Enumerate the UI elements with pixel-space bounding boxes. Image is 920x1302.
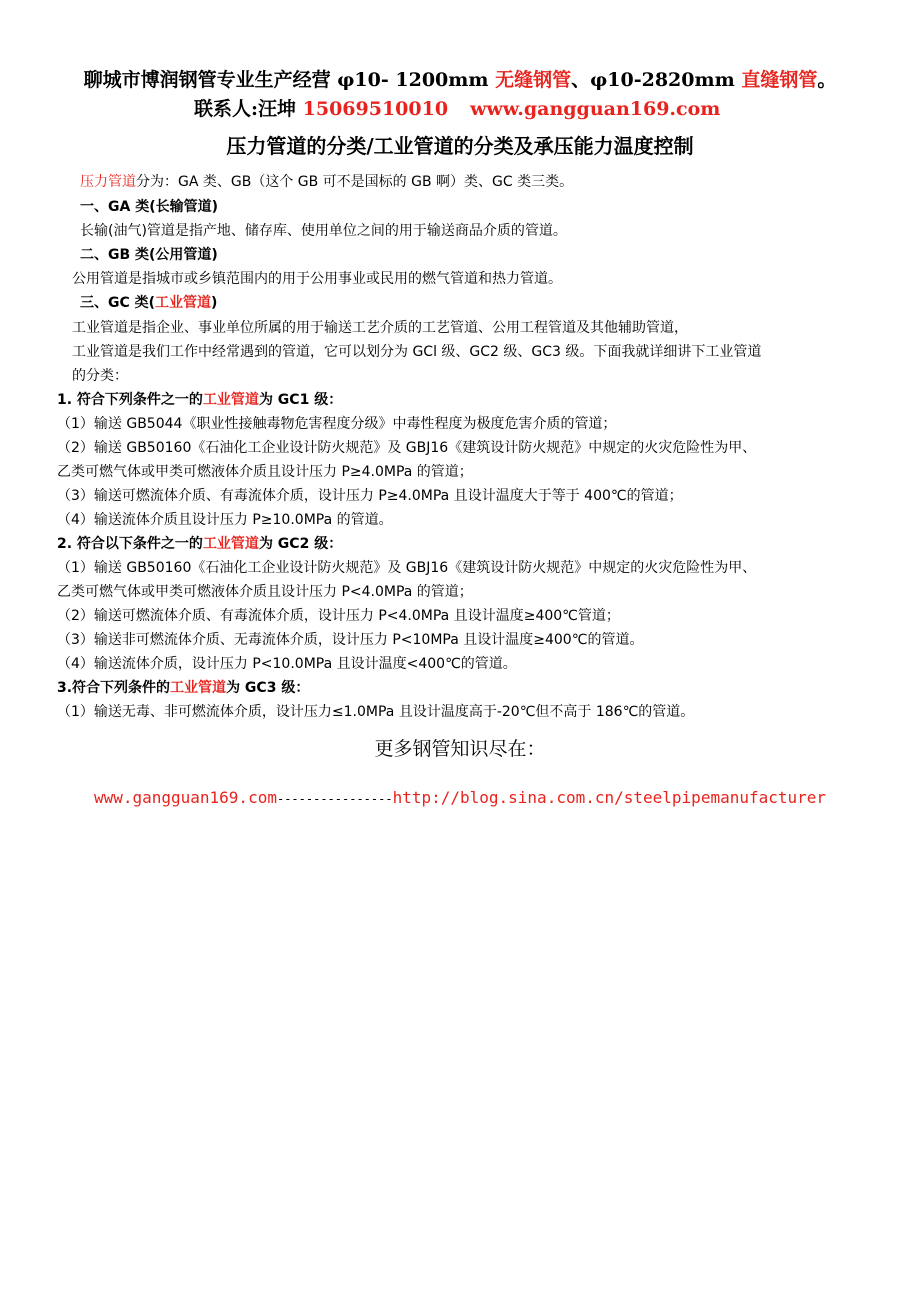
gc3-heading xyxy=(57,678,309,698)
ga-text: 长输(油气)管道是指产地、储存库、使用单位之间的用于输送商品介质的管道。 xyxy=(80,223,567,239)
gc1-item: 乙类可燃气体或甲类可燃液体介质且设计压力 P≥4.0MPa 的管道； xyxy=(57,464,473,480)
ga-heading: 一、GA 类(长输管道) xyxy=(80,199,218,215)
gc1-item: （2）输送 GB50160《石油化工企业设计防火规范》及 GBJ16《建筑设计防火规范》中规定的火灾危险性为甲、 xyxy=(57,440,757,456)
gc2-item: （1）输送 GB50160《石油化工企业设计防火规范》及 GBJ16《建筑设计防火规范》中规定的火灾危险性为甲、 xyxy=(57,560,757,576)
gc2-item: 乙类可燃气体或甲类可燃液体介质且设计压力 P<4.0MPa 的管道； xyxy=(57,584,473,600)
website-link[interactable]: www.gangguan169.com xyxy=(93,788,277,807)
gc3-heading-text: 3.符合下列条件的 xyxy=(57,680,171,696)
separator-dashes: ---------------- xyxy=(276,792,393,806)
gc1-heading-text: 为 GC1 级： xyxy=(258,392,343,408)
gc2-item: （2）输送可燃流体介质、有毒流体介质，设计压力 P<4.0MPa 且设计温度≥400℃管道； xyxy=(57,608,620,624)
gc1-heading-text: 1. 符合下列条件之一的 xyxy=(57,392,203,408)
more-knowledge-text: 更多钢管知识尽在： xyxy=(374,738,546,760)
seamless-pipe-link[interactable]: 无缝钢管 xyxy=(495,69,572,91)
gc2-heading-text: 为 GC2 级： xyxy=(258,536,343,552)
gc2-item: （3）输送非可燃流体介质、无毒流体介质，设计压力 P<10MPa 且设计温度≥400℃的管道。 xyxy=(57,632,644,648)
footer-links xyxy=(0,787,920,810)
gc1-item: （4）输送流体介质且设计压力 P≥10.0MPa 的管道。 xyxy=(57,512,393,528)
gc1-heading xyxy=(57,390,342,410)
gc1-item: （1）输送 GB5044《职业性接触毒物危害程度分级》中毒性程度为极度危害介质的管道； xyxy=(57,416,617,432)
page-title: 压力管道的分类/工业管道的分类及承压能力温度控制 xyxy=(226,134,694,158)
gc-heading-text: 三、GC 类( xyxy=(80,295,156,311)
gc3-heading-text: 为 GC3 级： xyxy=(226,680,310,696)
intro-text: 分为：GA 类、GB（这个 GB 可不是国标的 GB 啊）类、GC 类三类。 xyxy=(136,174,574,190)
industrial-pipe-link[interactable]: 工业管道 xyxy=(155,295,212,311)
header-line-1 xyxy=(0,67,920,93)
gc-heading xyxy=(80,293,217,313)
header-line-2 xyxy=(194,96,720,122)
phone-number: 15069510010 xyxy=(302,98,449,120)
welded-pipe-link[interactable]: 直缝钢管 xyxy=(741,69,818,91)
gb-heading: 二、GB 类(公用管道) xyxy=(80,247,218,263)
gc2-heading xyxy=(57,534,342,554)
gc3-item: （1）输送无毒、非可燃流体介质，设计压力≤1.0MPa 且设计温度高于-20℃但不高于 186℃的管道。 xyxy=(57,704,695,720)
website-link[interactable]: www.gangguan169.com xyxy=(470,98,721,120)
gc-text-3: 的分类： xyxy=(72,368,128,384)
gc-text-2: 工业管道是我们工作中经常遇到的管道，它可以划分为 GCl 级、GC2 级、GC3 级。下面我就详细讲下工业管道 xyxy=(72,344,762,360)
gb-text: 公用管道是指城市或乡镇范围内的用于公用事业或民用的燃气管道和热力管道。 xyxy=(72,271,562,287)
contact-label: 联系人:汪坤 xyxy=(194,98,303,120)
pressure-pipe-link[interactable]: 压力管道 xyxy=(80,174,136,190)
header-text: 、φ10-2820mm xyxy=(571,69,742,91)
gc-text-1: 工业管道是指企业、事业单位所属的用于输送工艺介质的工艺管道、公用工程管道及其他辅助管道， xyxy=(72,320,688,336)
gc2-item: （4）输送流体介质，设计压力 P<10.0MPa 且设计温度<400℃的管道。 xyxy=(57,656,517,672)
blog-link[interactable]: http://blog.sina.com.cn/steelpipemanufacturer xyxy=(392,788,827,807)
intro-paragraph xyxy=(80,172,573,192)
gc1-item: （3）输送可燃流体介质、有毒流体介质，设计压力 P≥4.0MPa 且设计温度大于等于 400℃的管道； xyxy=(57,488,683,504)
header-text: 。 xyxy=(817,69,837,91)
gc2-heading-text: 2. 符合以下条件之一的 xyxy=(57,536,203,552)
industrial-pipe-link[interactable]: 工业管道 xyxy=(202,536,259,552)
header-text: 聊城市博润钢管专业生产经营 φ10- 1200mm xyxy=(83,69,496,91)
industrial-pipe-link[interactable]: 工业管道 xyxy=(170,680,227,696)
industrial-pipe-link[interactable]: 工业管道 xyxy=(202,392,259,408)
gc-heading-text: ) xyxy=(211,295,218,311)
